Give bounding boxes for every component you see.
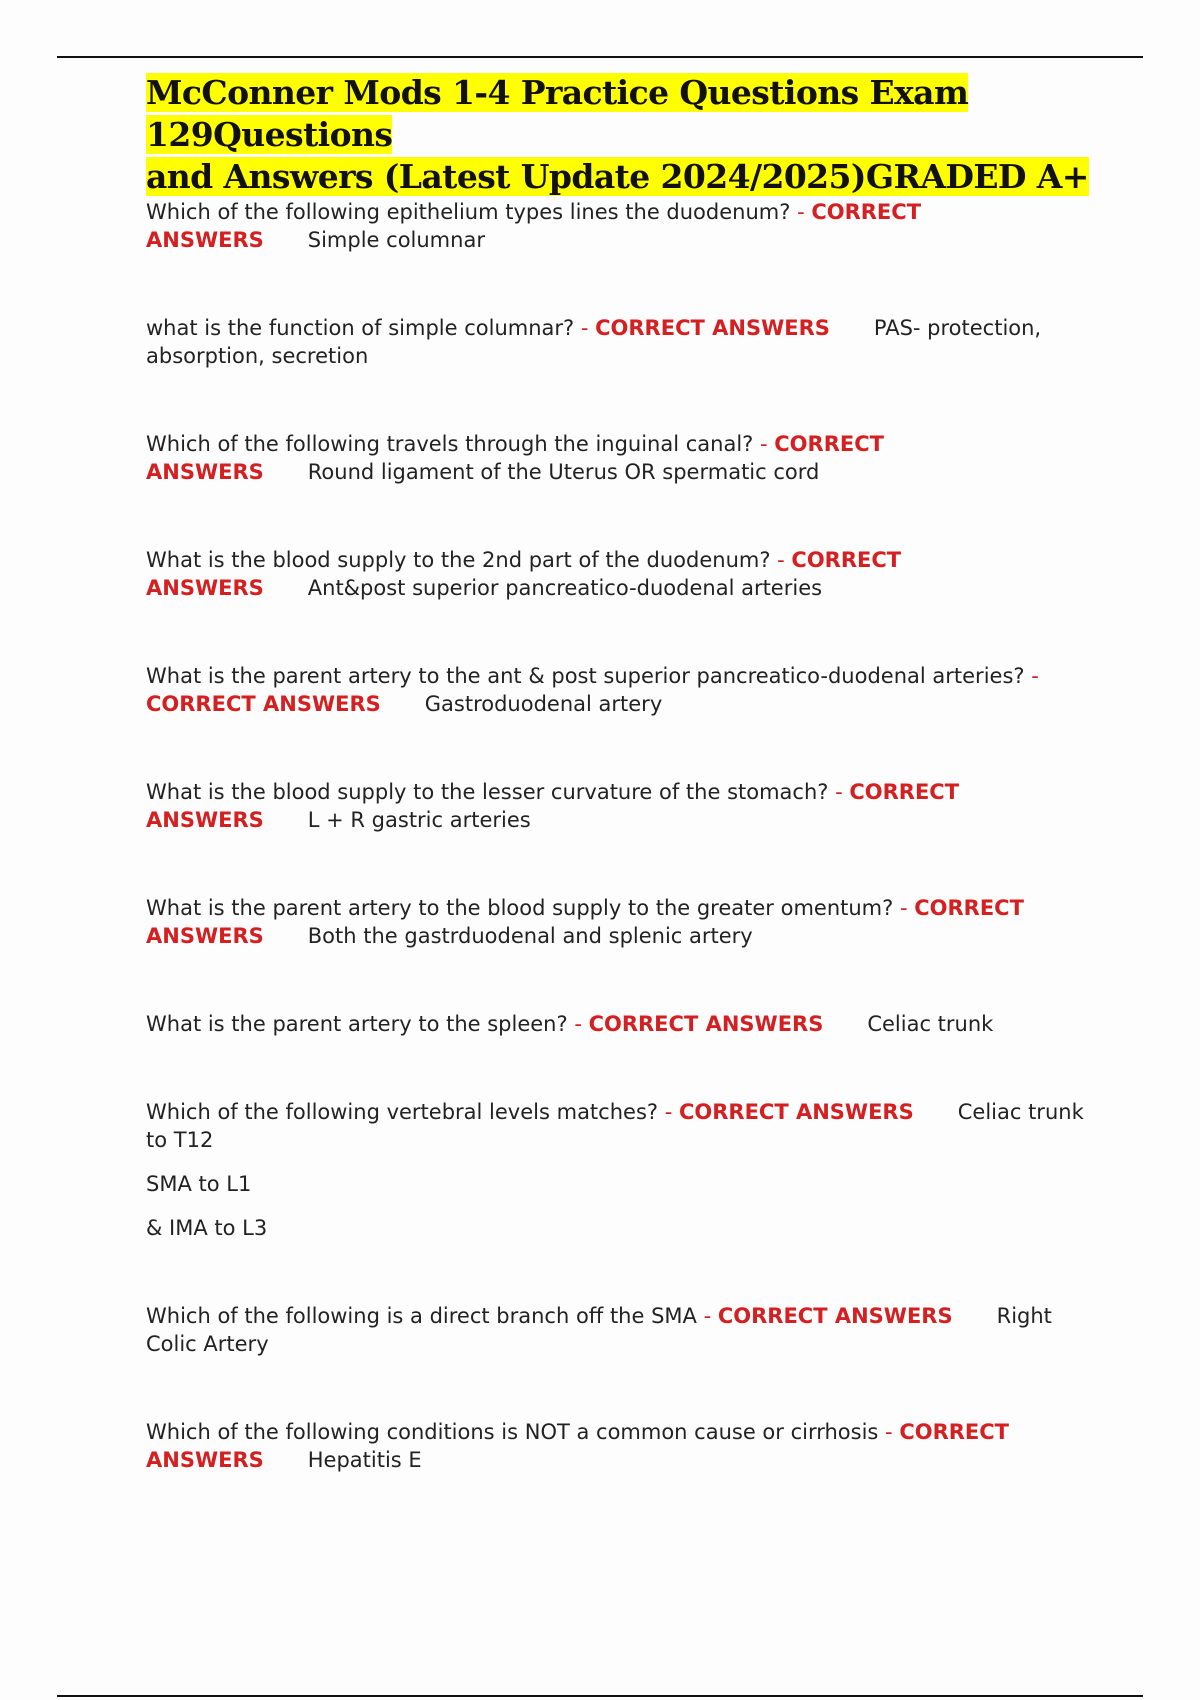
answer-label: CORRECT ANSWERS xyxy=(146,896,1024,948)
separator: - xyxy=(1024,664,1039,688)
qa-item xyxy=(146,314,1096,370)
answer-text: PAS- protection, absorption, secretion xyxy=(146,316,1042,368)
separator: - xyxy=(770,548,792,572)
qa-item xyxy=(146,430,1096,486)
answer-text: Ant&post superior pancreatico-duodenal arteries xyxy=(307,576,823,600)
qa-item xyxy=(146,1098,1096,1154)
qa-item xyxy=(146,1010,1096,1038)
qa-item xyxy=(146,662,1096,718)
answer-text: Right Colic Artery xyxy=(146,1304,1052,1356)
answer-text: Hepatitis E xyxy=(307,1448,422,1472)
answer-label: CORRECT ANSWERS xyxy=(717,1304,953,1328)
question-text: What is the parent artery to the ant & post superior pancreatico-duodenal arteries? xyxy=(146,664,1025,688)
answer-text: L + R gastric arteries xyxy=(307,808,531,832)
document-content xyxy=(146,72,1096,1474)
question-text: what is the function of simple columnar? xyxy=(146,316,575,340)
answer-label: CORRECT ANSWERS xyxy=(588,1012,824,1036)
answer-extra-line: SMA to L1 xyxy=(146,1172,252,1196)
separator: - xyxy=(696,1304,718,1328)
separator: - xyxy=(658,1100,679,1124)
qa-item xyxy=(146,546,1096,602)
question-text: What is the blood supply to the lesser curvature of the stomach? xyxy=(146,780,829,804)
answer-extra-line: & IMA to L3 xyxy=(146,1216,268,1240)
separator: - xyxy=(574,316,596,340)
question-text: What is the parent artery to the blood supply to the greater omentum? xyxy=(146,896,894,920)
separator: - xyxy=(878,1420,900,1444)
answer-label: CORRECT ANSWERS xyxy=(146,548,902,600)
title-line-2: and Answers (Latest Update 2024/2025)GRADED A+ xyxy=(146,157,1089,196)
qa-item xyxy=(146,778,1096,834)
question-text: What is the parent artery to the spleen? xyxy=(146,1012,568,1036)
answer-text: Simple columnar xyxy=(307,228,485,252)
question-text: Which of the following is a direct branch off the SMA xyxy=(146,1304,697,1328)
question-text: Which of the following conditions is NOT a common cause or cirrhosis xyxy=(146,1420,879,1444)
answer-label: CORRECT ANSWERS xyxy=(146,432,884,484)
question-text: Which of the following travels through the inguinal canal? xyxy=(146,432,754,456)
separator: - xyxy=(753,432,775,456)
answer-text: Celiac trunk to T12 xyxy=(146,1100,1084,1152)
answer-text: Celiac trunk xyxy=(867,1012,994,1036)
answer-label: CORRECT ANSWERS xyxy=(678,1100,914,1124)
separator: - xyxy=(567,1012,589,1036)
answer-label: CORRECT ANSWERS xyxy=(146,1420,1009,1472)
header-rule xyxy=(57,56,1143,58)
separator: - xyxy=(790,200,812,224)
title-line-1: McConner Mods 1-4 Practice Questions Exam 129Questions xyxy=(146,73,969,154)
document-title xyxy=(146,72,1096,198)
qa-item xyxy=(146,198,1096,254)
answer-label: CORRECT ANSWERS xyxy=(595,316,830,340)
answer-text: Gastroduodenal artery xyxy=(424,692,663,716)
qa-item xyxy=(146,1418,1096,1474)
qa-item xyxy=(146,894,1096,950)
separator: - xyxy=(893,896,915,920)
answer-label: CORRECT ANSWERS xyxy=(146,780,960,832)
answer-text: Both the gastrduodenal and splenic artery xyxy=(307,924,753,948)
question-text: Which of the following vertebral levels matches? xyxy=(146,1100,659,1124)
footer-rule xyxy=(57,1695,1143,1697)
separator: - xyxy=(828,780,850,804)
answer-label: CORRECT ANSWERS xyxy=(146,200,922,252)
question-text: What is the blood supply to the 2nd part of the duodenum? xyxy=(146,548,771,572)
answer-label: CORRECT ANSWERS xyxy=(146,692,381,716)
question-text: Which of the following epithelium types lines the duodenum? xyxy=(146,200,791,224)
qa-item xyxy=(146,1302,1096,1358)
answer-text: Round ligament of the Uterus OR spermatic cord xyxy=(307,460,820,484)
